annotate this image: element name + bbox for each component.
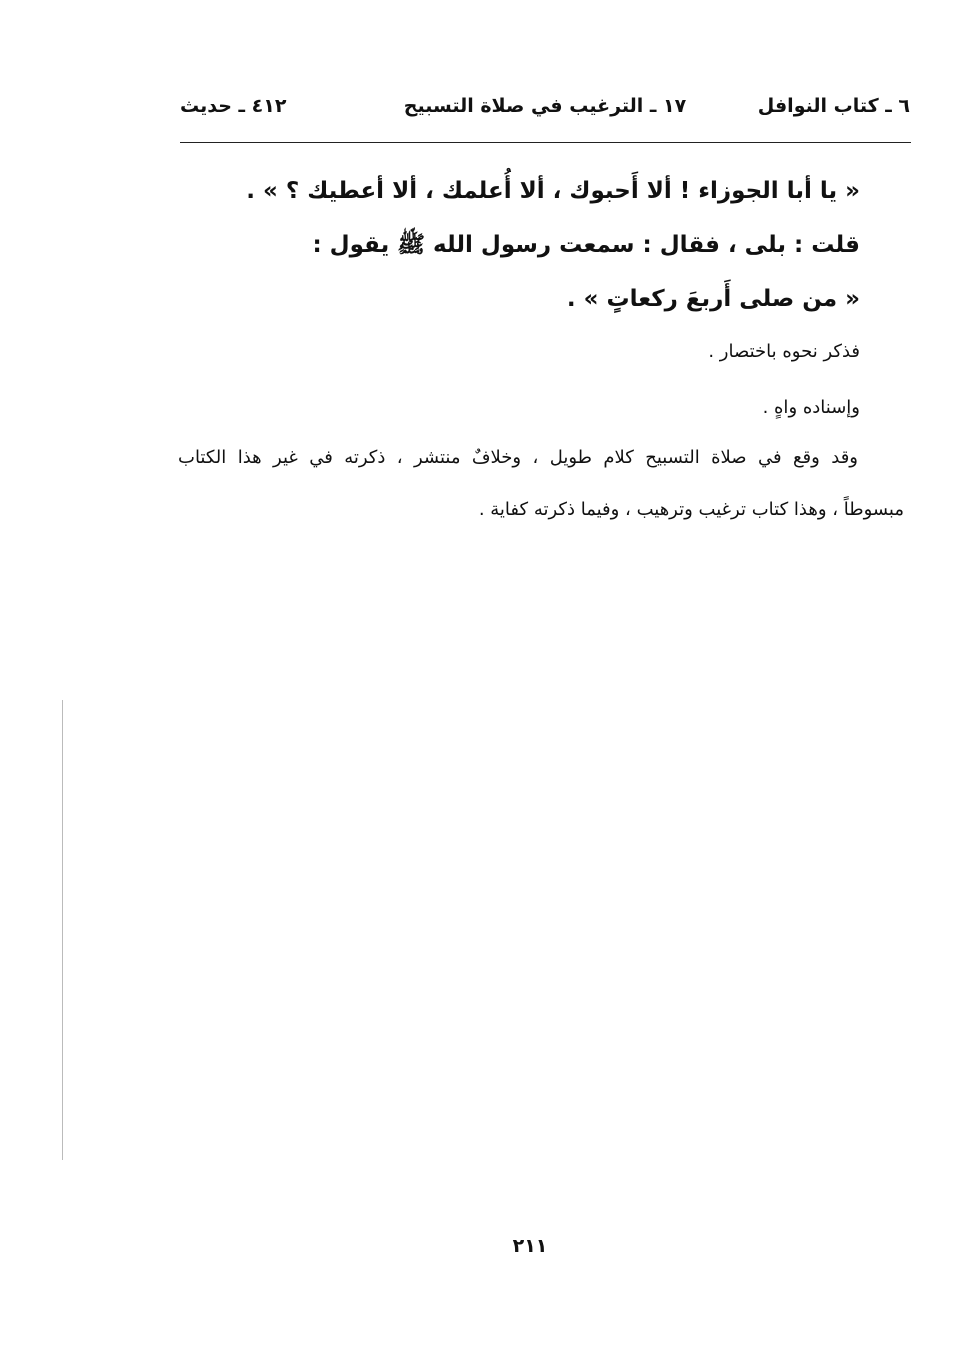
hadith-text xyxy=(178,168,860,442)
commentary-paragraph xyxy=(178,432,904,536)
quote-line-1: « يا أبا الجوزاء ! ألا أَحبوك ، ألا أُعلمك ، ألا أعطيك ؟ » . xyxy=(246,178,860,204)
running-header xyxy=(180,88,910,124)
commentary-line-2: مبسوطاً ، وهذا كتاب ترغيب وترهيب ، وفيما ذكرته كفاية . xyxy=(478,499,904,520)
isnad-line: وإسناده واهٍ . xyxy=(762,397,860,418)
quote-line-2: « من صلى أَربعَ ركعاتٍ » . xyxy=(566,286,860,312)
hadith-number: ٤١٢ ـ حديث xyxy=(180,95,287,117)
summary-line: فذكر نحوه باختصار . xyxy=(708,341,860,362)
commentary-line-1: وقد وقع في صلاة التسبيح كلام طويل ، وخلافٌ منتشر ، ذكرته في غير هذا الكتاب xyxy=(178,447,858,468)
header-divider xyxy=(180,142,911,143)
chapter-title: ٦ ـ كتاب النوافل xyxy=(757,95,910,117)
page-number: ٢١١ xyxy=(512,1235,548,1257)
scan-margin-line xyxy=(62,700,63,1160)
narration-line: قلت : بلى ، فقال : سمعت رسول الله ﷺ يقول : xyxy=(312,232,860,258)
section-title: ١٧ ـ الترغيب في صلاة التسبيح xyxy=(403,95,687,117)
